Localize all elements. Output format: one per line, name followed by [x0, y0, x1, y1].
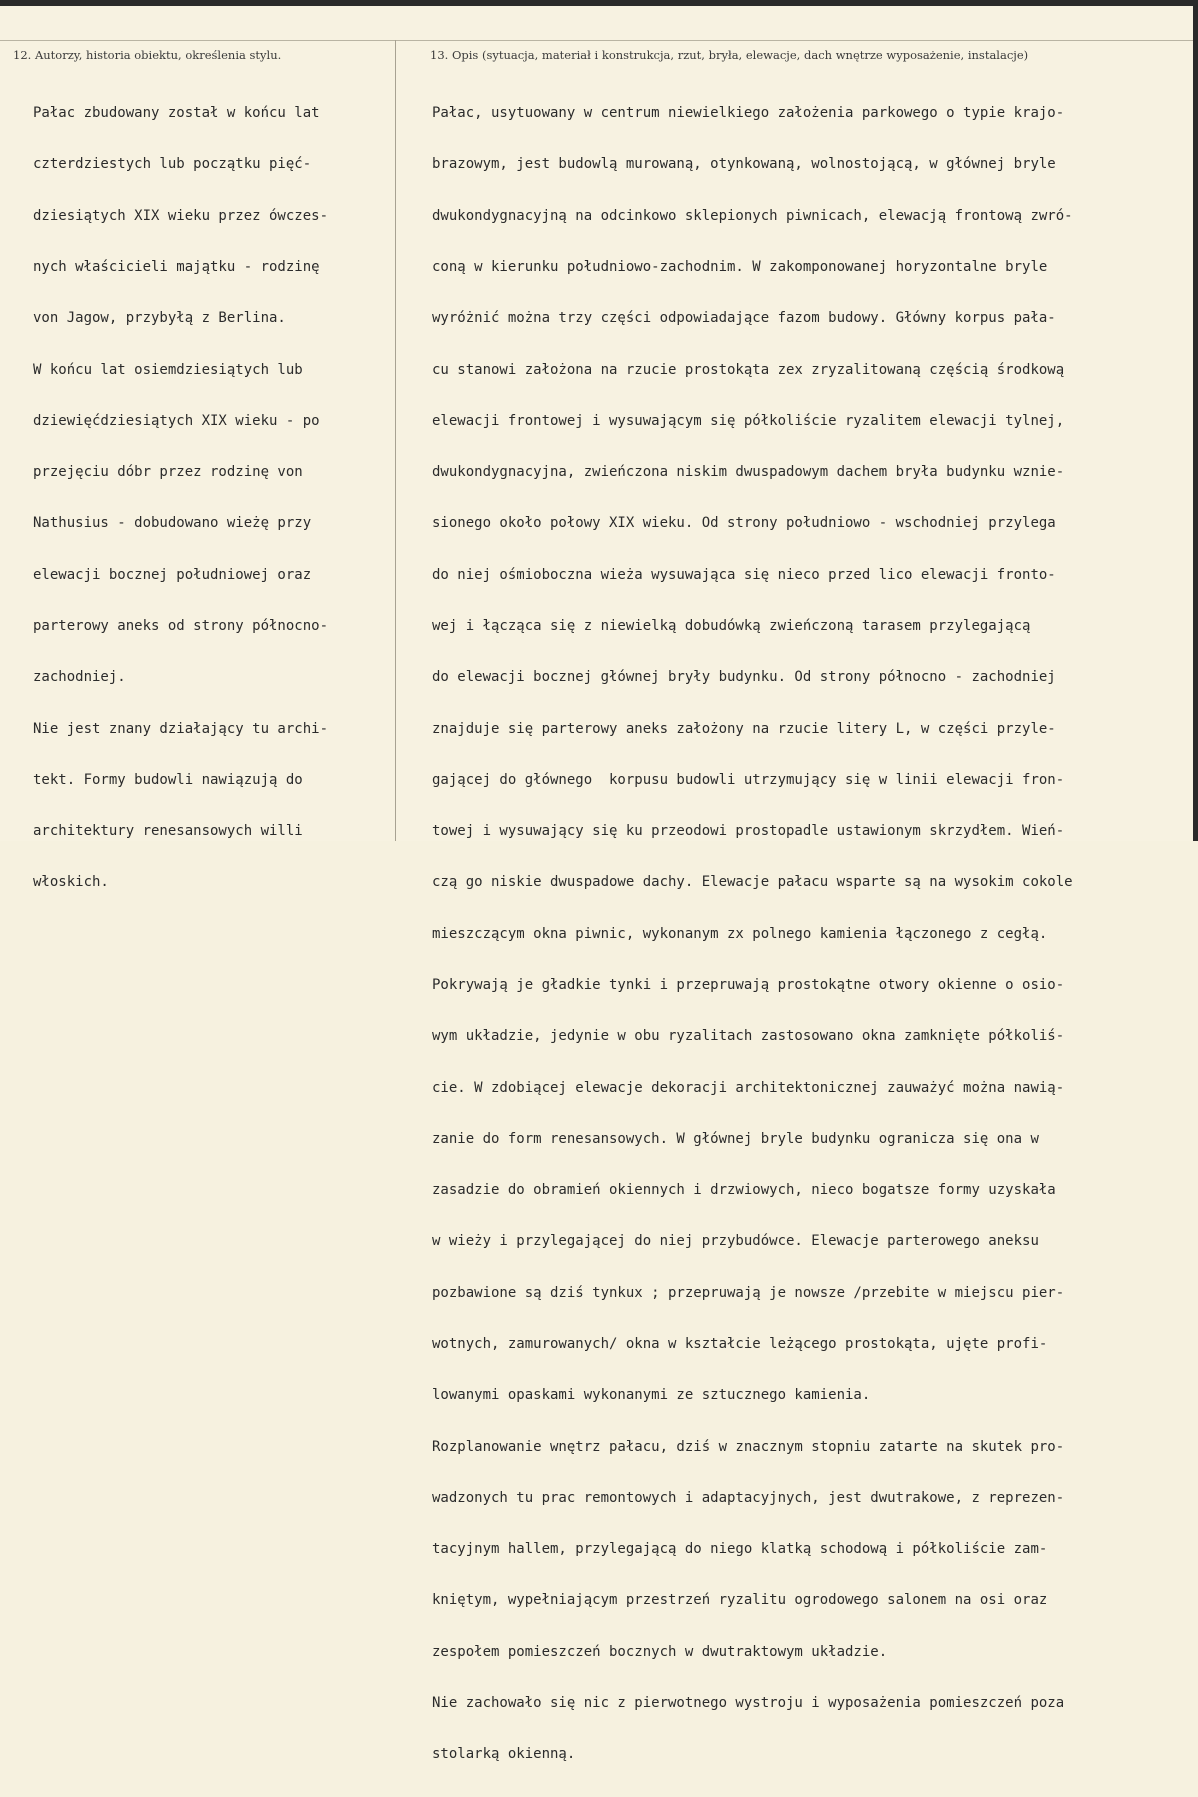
text-line: dziewięćdziesiątych XIX wieku - po	[33, 412, 320, 429]
text-line: kniętym, wypełniającym przestrzeń ryzalitu ogrodowego salonem na osi oraz	[432, 1592, 1048, 1609]
text-line: architektury renesansowych willi	[33, 823, 303, 840]
section-13-heading: 13. Opis (sytuacja, materiał i konstrukcja, rzut, bryła, elewacje, dach wnętrze wyposażenie, instalacje)	[430, 48, 1029, 62]
text-line: do niej ośmioboczna wieża wysuwająca się nieco przed lico elewacji fronto-	[432, 566, 1056, 583]
text-line: zachodniej.	[33, 669, 126, 686]
text-line: von Jagow, przybyłą z Berlina.	[33, 310, 286, 327]
text-line: Nie jest znany działający tu archi-	[33, 720, 329, 737]
text-line: wym układzie, jedynie w obu ryzalitach zastosowano okna zamknięte półkoliś-	[432, 1028, 1065, 1045]
text-line: dwukondygnacyjną na odcinkowo sklepionych piwnicach, elewacją frontową zwró-	[432, 207, 1073, 224]
header-divider	[0, 40, 1193, 41]
text-line: nych właścicieli majątku - rodzinę	[33, 259, 320, 276]
text-line: Pałac zbudowany został w końcu lat	[33, 105, 320, 122]
text-line: Pokrywają je gładkie tynki i przepruwają prostokątne otwory okienne o osio-	[432, 976, 1065, 993]
text-line: Nie zachowało się nic z pierwotnego wystroju i wyposażenia pomieszczeń poza	[432, 1694, 1065, 1711]
text-line: parterowy aneks od strony północno-	[33, 618, 329, 634]
text-line: brazowym, jest budowlą murowaną, otynkowaną, wolnostojącą, w głównej bryle	[432, 156, 1056, 173]
text-line: cie. W zdobiącej elewacje dekoracji architektonicznej zauważyć można nawią-	[432, 1079, 1065, 1096]
text-line: wyróżnić można trzy części odpowiadające fazom budowy. Główny korpus pała-	[432, 310, 1056, 327]
text-line: zespołem pomieszczeń bocznych w dwutraktowym układzie.	[432, 1643, 888, 1660]
section-13-text	[432, 71, 1073, 1797]
page-edge-right	[1193, 0, 1198, 841]
text-line: stolarką okienną.	[432, 1746, 576, 1763]
text-line: do elewacji bocznej głównej bryły budynku. Od strony północno - zachodniej	[432, 669, 1056, 686]
text-line: gającej do głównego korpusu budowli utrzymujący się w linii elewacji fron-	[432, 771, 1065, 788]
text-line: w wieży i przylegającej do niej przybudówce. Elewacje parterowego aneksu	[432, 1233, 1039, 1250]
text-line: Rozplanowanie wnętrz pałacu, dziś w znacznym stopniu zatarte na skutek pro-	[432, 1438, 1065, 1455]
text-line: czą go niskie dwuspadowe dachy. Elewacje pałacu wsparte są na wysokim cokole	[432, 874, 1073, 891]
text-line: czterdziestych lub początku pięć-	[33, 156, 312, 173]
text-line: elewacji frontowej i wysuwającym się półkoliście ryzalitem elewacji tylnej,	[432, 412, 1065, 429]
text-line: Nathusius - dobudowano wieżę przy	[33, 515, 312, 532]
text-line: wadzonych tu prac remontowych i adaptacyjnych, jest dwutrakowe, z reprezen-	[432, 1489, 1065, 1506]
text-line: tekt. Formy budowli nawiązują do	[33, 771, 303, 788]
text-line: towej i wysuwający się ku przeodowi prostopadle ustawionym skrzydłem. Wień-	[432, 823, 1065, 840]
text-line: dwukondygnacyjna, zwieńczona niskim dwuspadowym dachem bryła budynku wznie-	[432, 464, 1065, 481]
text-line: zasadzie do obramień okiennych i drzwiowych, nieco bogatsze formy uzyskała	[432, 1182, 1056, 1199]
text-line: elewacji bocznej południowej oraz	[33, 566, 312, 583]
text-line: przejęciu dóbr przez rodzinę von	[33, 464, 303, 481]
text-line: tacyjnym hallem, przylegającą do niego klatką schodową i półkoliście zam-	[432, 1541, 1048, 1558]
text-line: dziesiątych XIX wieku przez ówczes-	[33, 207, 329, 224]
text-line: pozbawione są dziś tynkux ; przepruwają je nowsze /przebite w miejscu pier-	[432, 1284, 1065, 1301]
text-line: mieszczącym okna piwnic, wykonanym zx polnego kamienia łączonego z cegłą.	[432, 925, 1048, 942]
text-line: Pałac, usytuowany w centrum niewielkiego założenia parkowego o typie krajo-	[432, 105, 1065, 122]
page-edge-top	[0, 0, 1198, 6]
text-line: zanie do form renesansowych. W głównej bryle budynku ogranicza się ona w	[432, 1130, 1039, 1147]
text-line: wotnych, zamurowanych/ okna w kształcie leżącego prostokąta, ujęte profi-	[432, 1335, 1048, 1352]
text-line: coną w kierunku południowo-zachodnim. W zakomponowanej horyzontalne bryle	[432, 259, 1048, 276]
column-divider	[395, 40, 396, 841]
text-line: włoskich.	[33, 874, 109, 891]
text-line: lowanymi opaskami wykonanymi ze sztucznego kamienia.	[432, 1387, 871, 1404]
section-12-text	[33, 71, 328, 926]
text-line: sionego około połowy XIX wieku. Od strony południowo - wschodniej przylega	[432, 515, 1056, 532]
text-line: znajduje się parterowy aneks założony na rzucie litery L, w części przyle-	[432, 720, 1056, 737]
text-line: cu stanowi założona na rzucie prostokąta zex zryzalitowaną częścią środkową	[432, 361, 1065, 378]
text-line: wej i łącząca się z niewielką dobudówką zwieńczoną tarasem przylegającą	[432, 618, 1031, 634]
text-line: W końcu lat osiemdziesiątych lub	[33, 361, 303, 378]
section-12-heading: 12. Autorzy, historia obiektu, określenia stylu.	[13, 48, 282, 62]
